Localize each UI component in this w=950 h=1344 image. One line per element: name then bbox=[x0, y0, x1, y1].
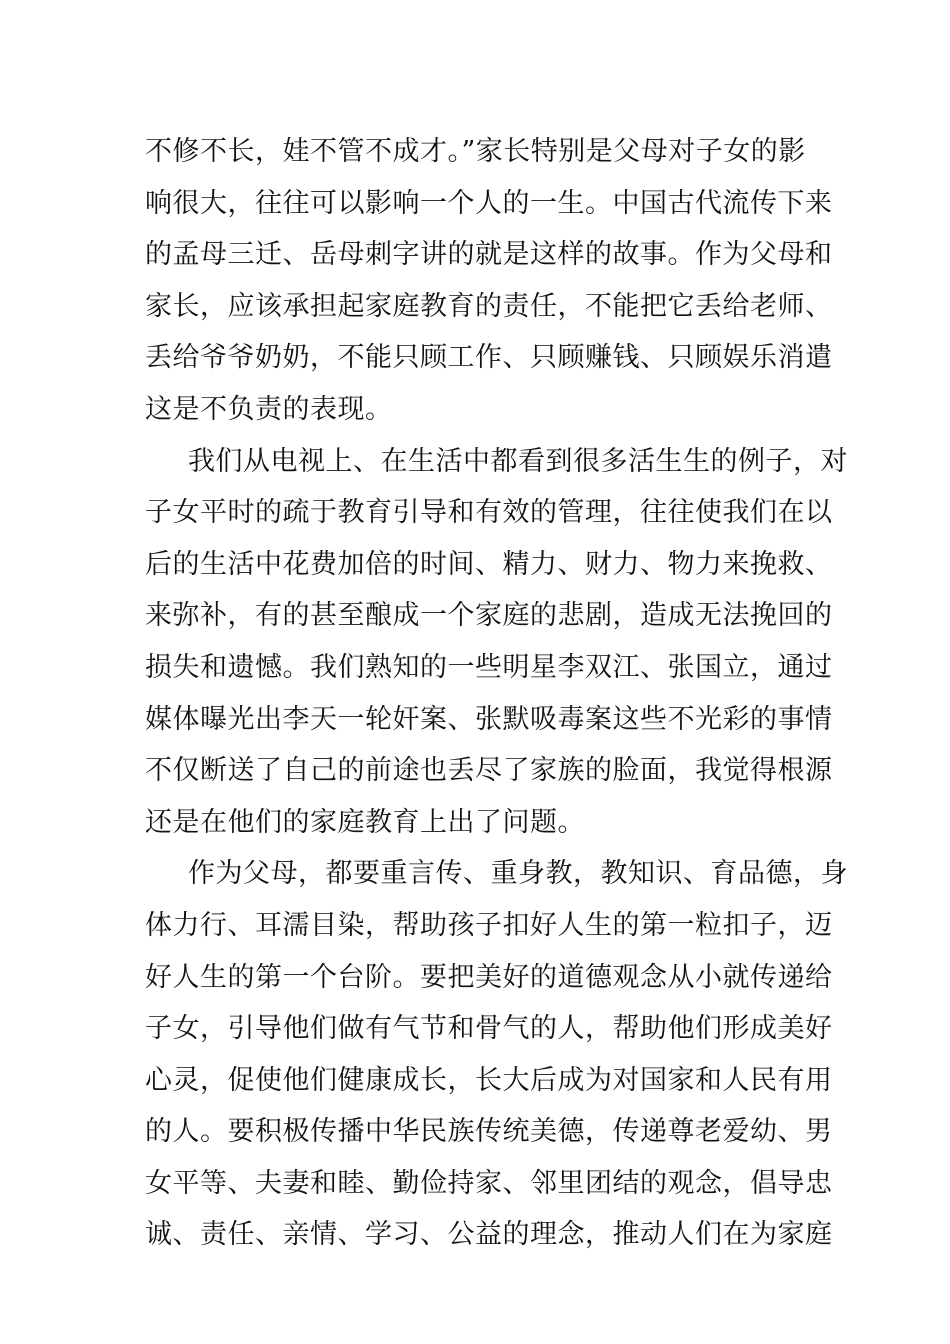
body-text bbox=[145, 126, 848, 1261]
paragraph-start-line: 我们从电视上、在生活中都看到很多活生生的例子，对 bbox=[188, 445, 848, 477]
paragraph-start-line: 作为父母，都要重言传、重身教，教知识、育品德，身 bbox=[188, 858, 848, 890]
text-line: 还是在他们的家庭教育上出了问题。 bbox=[145, 806, 585, 838]
text-line: 后的生活中花费加倍的时间、精力、财力、物力来挽救、 bbox=[145, 548, 833, 580]
text-line: 不修不长，娃不管不成才。”家长特别是父母对子女的影 bbox=[145, 136, 806, 167]
text-line: 体力行、耳濡目染，帮助孩子扣好人生的第一粒扣子，迈 bbox=[145, 909, 833, 941]
text-line: 响很大，往往可以影响一个人的一生。中国古代流传下来 bbox=[145, 187, 833, 219]
text-line: 子女，引导他们做有气节和骨气的人，帮助他们形成美好 bbox=[145, 1013, 833, 1045]
text-line: 损失和遗憾。我们熟知的一些明星李双江、张国立，通过 bbox=[145, 651, 833, 683]
text-line: 来弥补，有的甚至酿成一个家庭的悲剧，造成无法挽回的 bbox=[145, 600, 833, 632]
text-line: 媒体曝光出李天一轮奸案、张默吸毒案这些不光彩的事情 bbox=[145, 703, 833, 735]
text-line: 的孟母三迁、岳母刺字讲的就是这样的故事。作为父母和 bbox=[145, 239, 833, 271]
text-line: 家长，应该承担起家庭教育的责任，不能把它丢给老师、 bbox=[145, 290, 833, 322]
text-line: 这是不负责的表现。 bbox=[145, 393, 393, 425]
text-line: 子女平时的疏于教育引导和有效的管理，往往使我们在以 bbox=[145, 497, 833, 529]
text-line: 心灵，促使他们健康成长，长大后成为对国家和人民有用 bbox=[145, 1064, 833, 1096]
text-line: 好人生的第一个台阶。要把美好的道德观念从小就传递给 bbox=[145, 961, 833, 993]
text-line: 丢给爷爷奶奶，不能只顾工作、只顾赚钱、只顾娱乐消遣 bbox=[145, 342, 833, 374]
text-line: 的人。要积极传播中华民族传统美德，传递尊老爱幼、男 bbox=[145, 1116, 833, 1148]
text-line: 女平等、夫妻和睦、勤俭持家、邻里团结的观念，倡导忠 bbox=[145, 1167, 833, 1199]
text-line: 不仅断送了自己的前途也丢尽了家族的脸面，我觉得根源 bbox=[145, 755, 833, 787]
text-line: 诚、责任、亲情、学习、公益的理念，推动人们在为家庭 bbox=[145, 1219, 833, 1251]
